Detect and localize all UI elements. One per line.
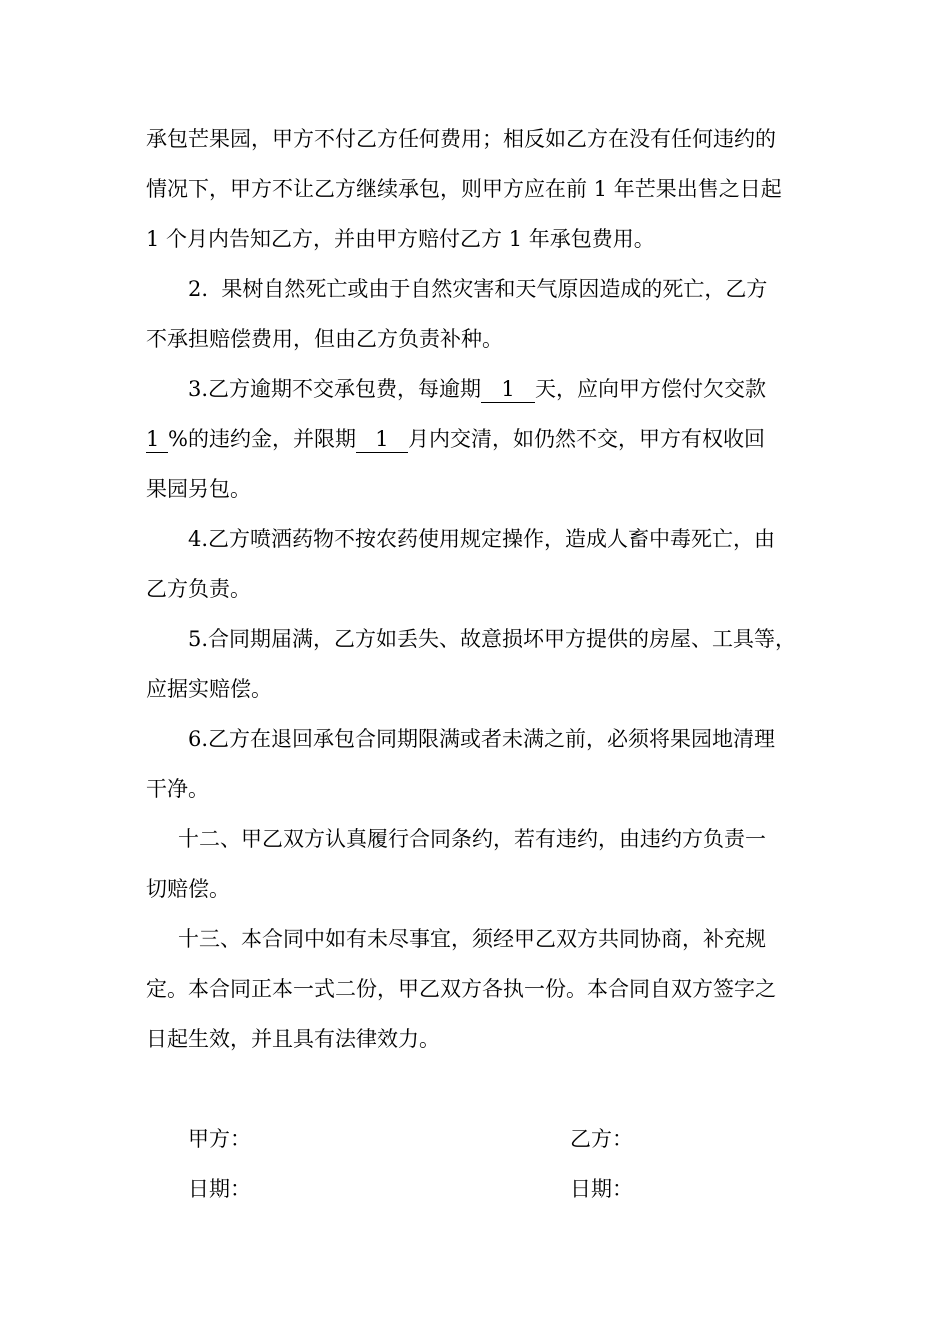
party-a-label: 甲方： [188,1127,251,1151]
paragraph-line: 情况下，甲方不让乙方继续承包，则甲方应在前 1 年芒果出售之日起 [146,177,782,201]
section-13-line: 定。本合同正本一式二份，甲乙双方各执一份。本合同自双方签字之 [146,977,776,1001]
penalty-percent-blank: 1 [146,426,168,453]
clause-3-line-1 [188,374,766,404]
clause-3-text: %的违约金，并限期 [168,427,356,451]
section-12-line: 十二、甲乙双方认真履行合同条约，若有违约，由违约方负责一 [178,827,766,851]
clause-6-line: 6.乙方在退回承包合同期限满或者未满之前，必须将果园地清理 [188,727,776,751]
clause-6-line: 干净。 [146,777,209,801]
paragraph-line: 1 个月内告知乙方，并由甲方赔付乙方 1 年承包费用。 [146,227,655,251]
clause-3-text: 3.乙方逾期不交承包费，每逾期 [188,377,482,401]
section-12-line: 切赔偿。 [146,877,230,901]
overdue-days-blank: 1 [481,376,535,403]
clause-4-line: 4.乙方喷洒药物不按农药使用规定操作，造成人畜中毒死亡，由 [188,527,776,551]
section-13-line: 十三、本合同中如有未尽事宜，须经甲乙双方共同协商，补充规 [178,927,766,951]
date-a-label: 日期： [188,1177,251,1201]
paragraph-line: 承包芒果园，甲方不付乙方任何费用；相反如乙方在没有任何违约的 [146,127,776,151]
deadline-months-blank: 1 [356,426,408,453]
clause-2-line: 不承担赔偿费用，但由乙方负责补种。 [146,327,503,351]
clause-2-line: 2. 果树自然死亡或由于自然灾害和天气原因造成的死亡，乙方 [188,277,768,301]
section-13-line: 日起生效，并且具有法律效力。 [146,1027,440,1051]
clause-5-line: 5.合同期届满，乙方如丢失、故意损坏甲方提供的房屋、工具等， [188,627,797,651]
clause-3-text: 月内交清，如仍然不交，甲方有权收回 [407,427,765,451]
clause-4-line: 乙方负责。 [146,577,251,601]
party-b-label: 乙方： [570,1127,633,1151]
clause-3-text: 天，应向甲方偿付欠交款 [535,377,767,401]
date-b-label: 日期： [570,1177,633,1201]
clause-3-line-2 [146,424,765,454]
clause-5-line: 应据实赔偿。 [146,677,272,701]
clause-3-line-3: 果园另包。 [146,477,251,501]
